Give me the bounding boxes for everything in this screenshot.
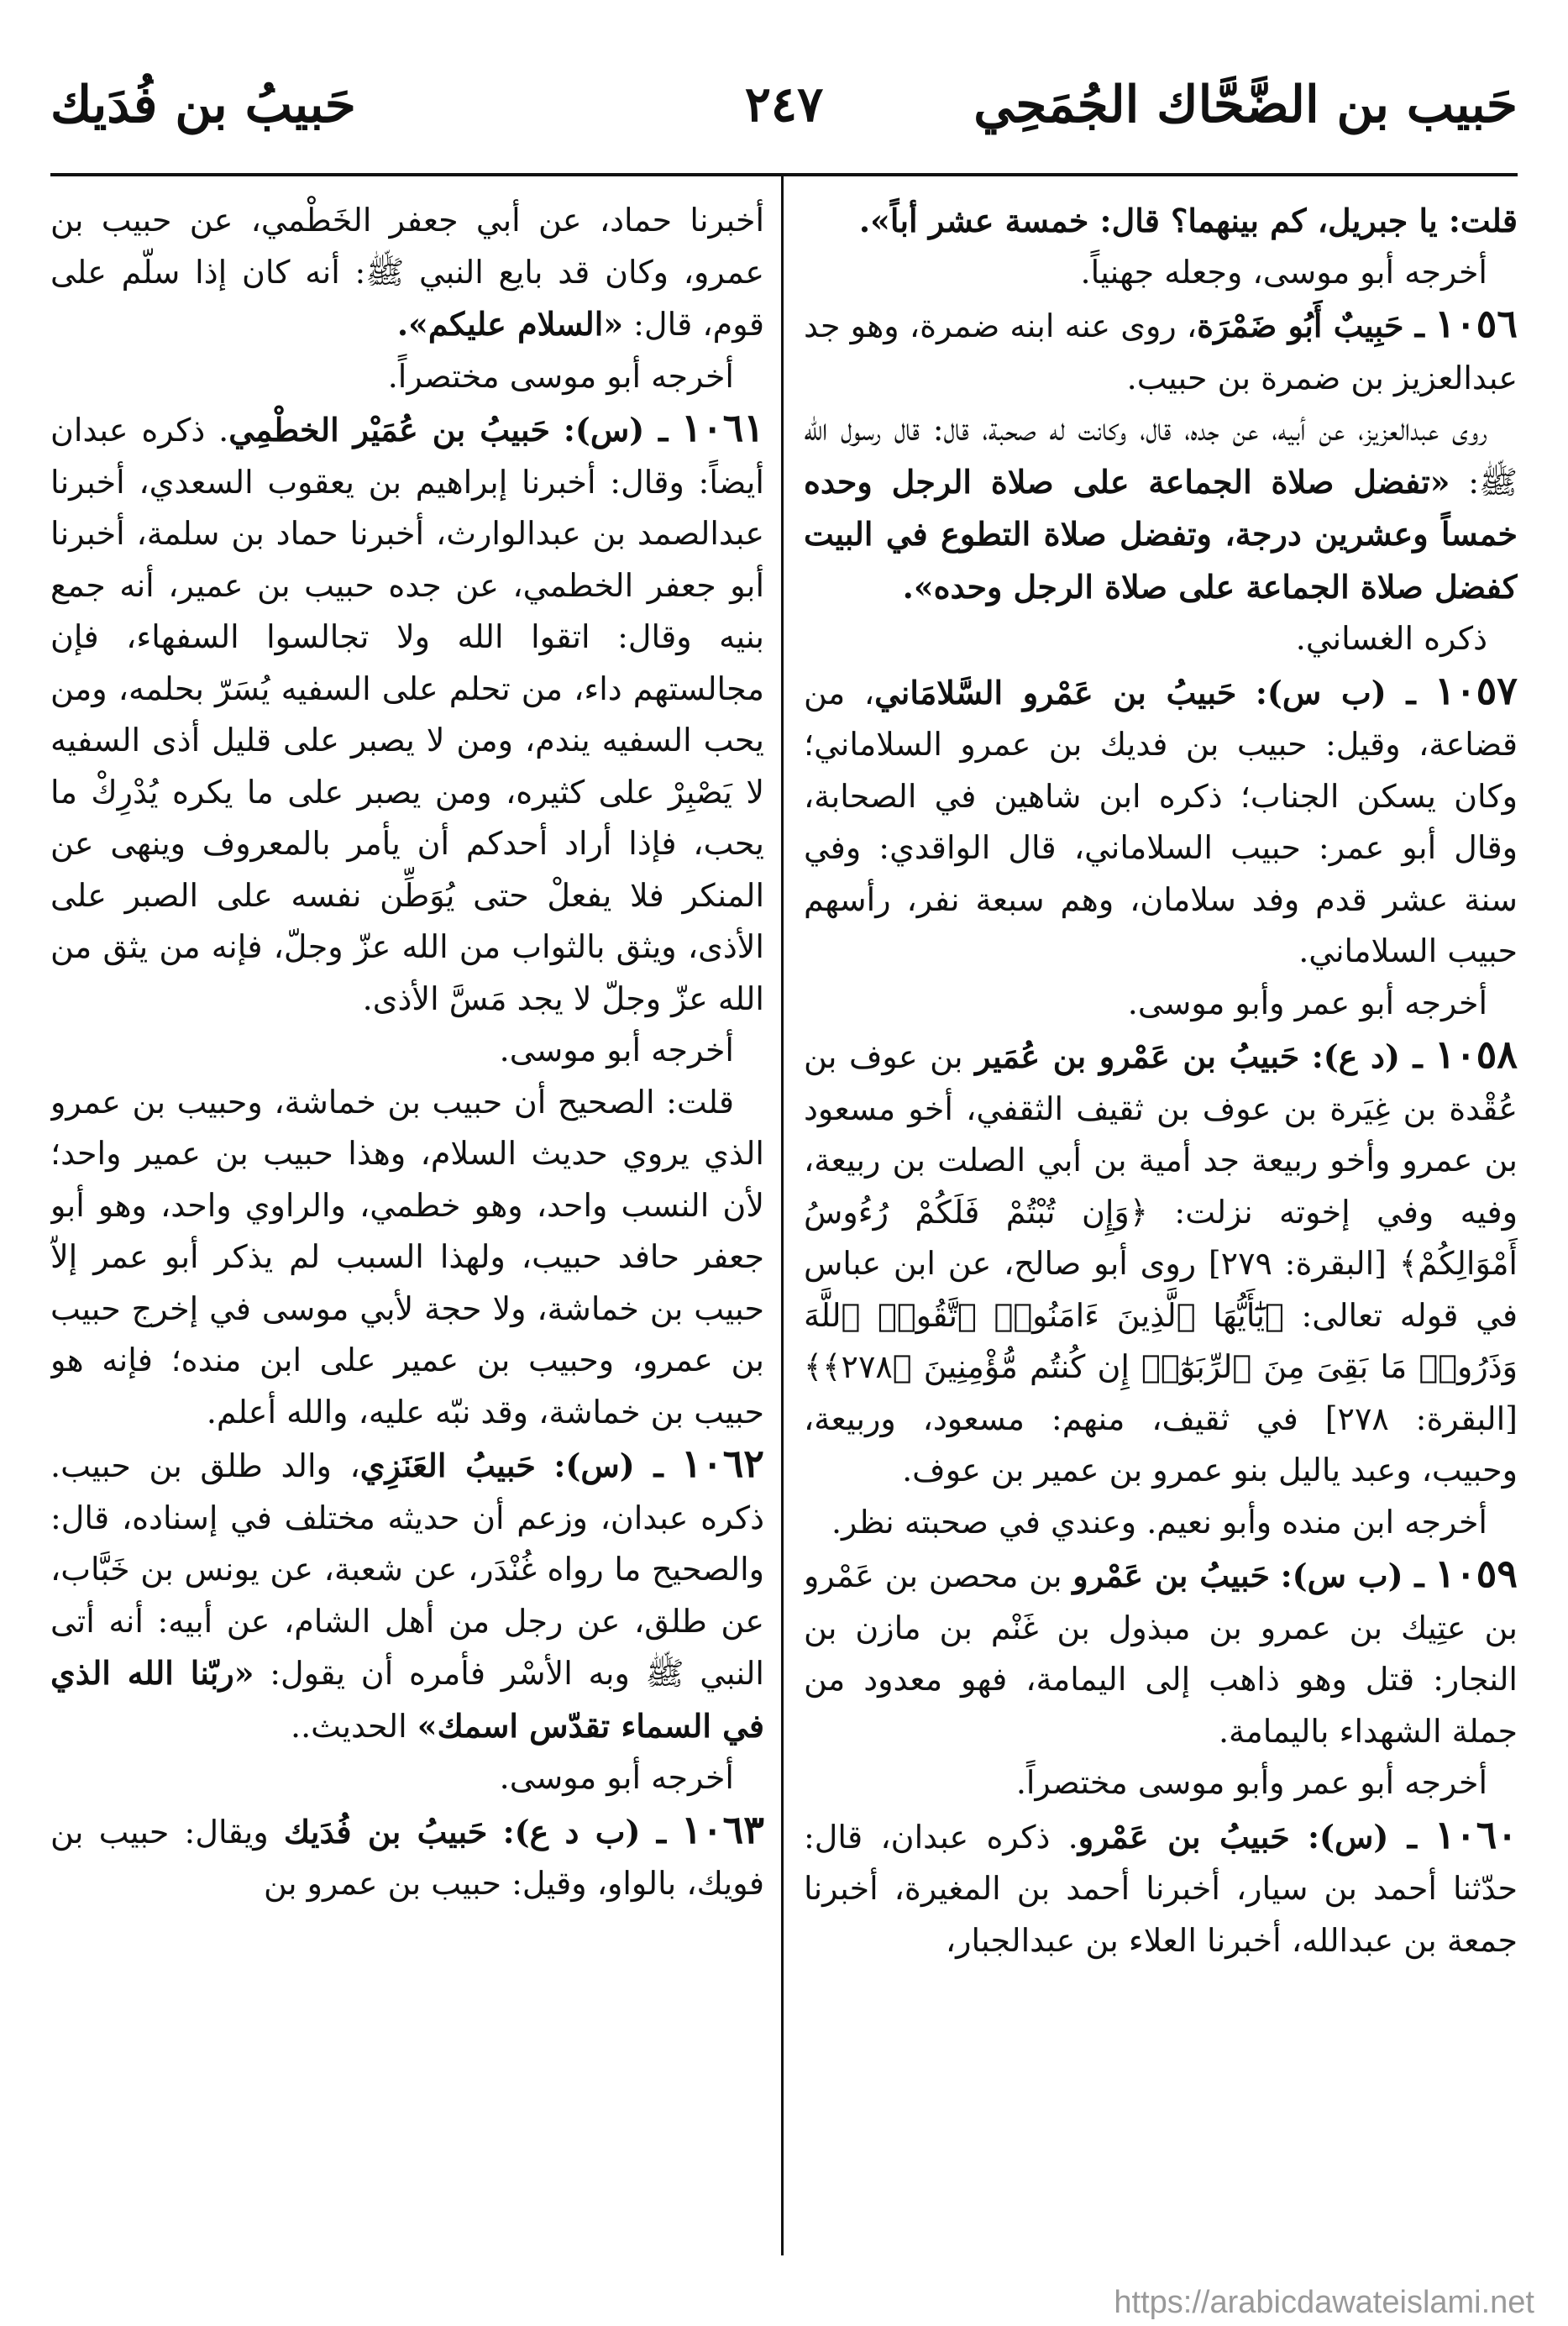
- entry-number: ١٠٥٧: [1434, 667, 1518, 713]
- entry-name: حَبيبُ بن عُمَيْر الخطْمِي: [228, 411, 550, 449]
- entry-text: . ذكره عبدان، قال: حدّثنا أحمد بن سيار، أخبرنا أحمد بن المغيرة، أخبرنا جمعة بن عبدالله، أخبرنا العلاء بن عبدالجبار،: [804, 1818, 1518, 1959]
- paragraph: أخرجه أبو عمر وأبو موسى مختصراً.: [1015, 1764, 1487, 1801]
- running-title-right: حَبيب بن الضَّحَّاك الجُمَحِي: [973, 76, 1518, 134]
- page-number: ٢٤٧: [744, 76, 824, 133]
- paragraph: أخرجه أبو موسى.: [499, 1032, 734, 1068]
- entry-1060: ١٠٦٠ ـ (س): حَبيبُ بن عَمْرو. ذكره عبدان، قال: حدّثنا أحمد بن سيار، أخبرنا أحمد بن المغيرة، أخبرنا جمعة بن عبدالله، أخبرنا العلاء بن عبدالجبار،: [804, 1811, 1518, 1959]
- entry-1059: ١٠٥٩ ـ (ب س): حَبيبُ بن عَمْرو بن محصن بن عَمْرو بن عتِيك بن عمرو بن مبذول بن غَنْم بن مازن بن النجار: قتل وهو ذاهب إلى اليمامة، فهو معدود من جملة الشهداء باليمامة.: [804, 1551, 1518, 1750]
- entry-text: بن محصن بن عَمْرو بن عتِيك بن عمرو بن مبذول بن غَنْم بن مازن بن النجار: قتل وهو ذاهب إلى اليمامة، فهو معدود من جملة الشهداء باليمامة.: [804, 1557, 1518, 1750]
- entry-number: ١٠٦٢: [681, 1441, 764, 1486]
- entry-name: حَبيبُ بن عَمْرو: [1072, 1557, 1271, 1594]
- right-column: [804, 195, 1518, 2253]
- paragraph: أخرجه أبو موسى.: [499, 1759, 734, 1796]
- paragraph: قلت: يا جبريل، كم بينهما؟ قال: خمسة عشر أباً».: [858, 202, 1518, 239]
- entry-text: ، روى عنه ابنه ضمرة، وهو جد عبدالعزيز بن ضمرة بن حبيب.: [804, 307, 1518, 396]
- entry-1061: ١٠٦١ ـ (س): حَبيبُ بن عُمَيْر الخطْمِي. ذكره عبدان أيضاً: وقال: أخبرنا إبراهيم بن يعقوب السعدي، أخبرنا عبدالصمد بن عبدالوارث، أخبرنا حماد بن سلمة، أخبرنا أبو جعفر الخطمي، عن جده حبيب بن عمير، أنه جمع بنيه وقال: اتقوا الله ولا تجالسوا السفهاء، فإن مجالستهم داء، من تحلم على السفيه يُسَرّ بحلمه، ومن يحب السفيه يندم، ومن لا يصبر على قليل أذى السفيه لا يَصْبِرْ على كثيره، ومن يصبر على ما يكره يُدْرِكْ ما يحب، فإذا أراد أحدكم أن يأمر بالمعروف وينهى عن المنكر فلا يفعلْ حتى يُوَطِّن نفسه على الصبر على الأذى، ويثق بالثواب من الله عزّ وجلّ، فإنه من يثق من الله عزّ وجلّ لا يجد مَسَّ الأذى.: [50, 405, 764, 1017]
- paragraph: أخرجه أبو عمر وأبو موسى.: [1127, 984, 1487, 1021]
- entry-number: ١٠٥٨: [1434, 1032, 1518, 1077]
- entry-number: ١٠٥٩: [1434, 1551, 1518, 1596]
- entry-number: ١٠٦١: [681, 405, 764, 450]
- paragraph: أخرجه ابن منده وأبو نعيم. وعندي في صحبته نظر.: [831, 1503, 1487, 1541]
- paragraph: ذكره الغساني.: [1295, 620, 1487, 657]
- entry-1062: ١٠٦٢ ـ (س): حَبيبُ العَنَزِي، والد طلق بن حبيب. ذكره عبدان، وزعم أن حديثه مختلف في إسناده، قال: والصحيح ما رواه غُنْدَر، عن شعبة، عن يونس بن خَبَّاب، عن طلق، عن رجل من أهل الشام، عن أبيه: أنه أتى النبي ﷺ وبه الأسْر فأمره أن يقول: «ربّنا الله الذي في السماء تقدّس اسمك» الحديث..: [50, 1441, 764, 1745]
- watermark-url: https://arabicdawateislami.net: [1114, 2285, 1534, 2320]
- entry-1058: ١٠٥٨ ـ (د ع): حَبيبُ بن عَمْرو بن عُمَير بن عوف بن عُقْدة بن غِيَرة بن عوف بن ثقيف الثقفي، أخو مسعود بن عمرو وأخو ربيعة جد أمية بن أبي الصلت بن ربيعة، وفيه وفي إخوته نزلت: ﴿وَإِن تُبْتُمْ فَلَكُمْ رُءُوسُ أَمْوَالِكُمْ﴾ [البقرة: ٢٧٩] روى أبو صالح، عن ابن عباس في قوله تعالى: ﴿يَٰٓأَيُّهَا ٱلَّذِينَ ءَامَنُوا۟ ٱتَّقُوا۟ ٱللَّهَ وَذَرُوا۟ مَا بَقِىَ مِنَ ٱلرِّبَوٰٓا۟ إِن كُنتُم مُّؤْمِنِينَ ﴿٢٧٨﴾﴾ [البقرة: ٢٧٨] في ثقيف، منهم: مسعود، وربيعة، وحبيب، وعبد ياليل بنو عمرو بن عمير بن عوف.: [804, 1032, 1518, 1489]
- entry-1063: ١٠٦٣ ـ (ب د ع): حَبيبُ بن فُدَيك ويقال: حبيب بن فويك، بالواو، وقيل: حبيب بن عمرو بن: [50, 1806, 764, 1902]
- left-column: [50, 195, 764, 2253]
- paragraph: أخرجه أبو موسى، وجعله جهنياً.: [1080, 253, 1487, 291]
- header-rule: [50, 173, 1518, 176]
- paragraph: [50, 195, 764, 351]
- entry-code: (ب س):: [1255, 673, 1387, 711]
- entry-name: حَبيبُ بن فُدَيك: [283, 1812, 488, 1851]
- entry-code: (س):: [1307, 1817, 1389, 1856]
- column-divider: [781, 176, 784, 2255]
- entry-name: حَبيبُ بن عَمْرو: [1078, 1817, 1290, 1856]
- entry-number: ١٠٦٣: [681, 1806, 764, 1852]
- entry-name: حَبيبُ العَنَزِي: [359, 1447, 536, 1484]
- paragraph: [804, 404, 1518, 613]
- entry-tail: الحديث..: [291, 1707, 417, 1745]
- entry-code: (ب س):: [1280, 1557, 1403, 1594]
- entry-text: ، من قضاعة، وقيل: حبيب بن فديك بن عمرو السلاماني؛ وكان يسكن الجناب؛ ذكره ابن شاهين في الصحابة، وقال أبو عمر: حبيب السلاماني، قال الواقدي: وفي سنة عشر قدم وفد سلامان، وهم سبعة نفر، رأسهم حبيب السلاماني.: [804, 674, 1518, 969]
- hadith-text: «تفضل صلاة الجماعة على صلاة الرجل وحده خمساً وعشرين درجة، وتفضل صلاة التطوع في البيت كفضل صلاة الجماعة على صلاة الرجل وحده».: [804, 462, 1518, 606]
- paragraph-text: أخبرنا حماد، عن أبي جعفر الخَطْمي، عن حبيب بن عمرو، وكان قد بايع النبي ﷺ: أنه كان إذا سلّم على قوم، قال:: [50, 202, 764, 343]
- entry-text: . ذكره عبدان أيضاً: وقال: أخبرنا إبراهيم بن يعقوب السعدي، أخبرنا عبدالصمد بن عبدالوارث، أخبرنا حماد بن سلمة، أخبرنا أبو جعفر الخطمي، عن جده حبيب بن عمير، أنه جمع بنيه وقال: اتقوا الله ولا تجالسوا السفهاء، فإن مجالستهم داء، من تحلم على السفيه يُسَرّ بحلمه، ومن يحب السفيه يندم، ومن لا يصبر على قليل أذى السفيه لا يَصْبِرْ على كثيره، ومن يصبر على ما يكره يُدْرِكْ ما يحب، فإذا أراد أحدكم أن يأمر بالمعروف وينهى عن المنكر فلا يفعلْ حتى يُوَطِّن نفسه على الصبر على الأذى، ويثق بالثواب من الله عزّ وجلّ، فإنه من يثق من الله عزّ وجلّ لا يجد مَسَّ الأذى.: [50, 412, 764, 1017]
- entry-name: حَبيبُ بن عَمْرو السَّلامَاني: [874, 673, 1237, 711]
- entry-number: ١٠٥٦: [1434, 301, 1518, 346]
- paragraph-text: روى عبدالعزيز، عن أبيه، عن جده، قال، وكانت له صحبة، قال: قال رسول الله ﷺ:: [804, 411, 1518, 501]
- entry-1056: ١٠٥٦ ـ حَبِيبٌ أَبُو ضَمْرَة، روى عنه ابنه ضمرة، وهو جد عبدالعزيز بن ضمرة بن حبيب.: [804, 301, 1518, 396]
- entry-name: حَبِيبٌ أَبُو ضَمْرَة: [1197, 307, 1404, 344]
- paragraph: قلت: الصحيح أن حبيب بن خماشة، وحبيب بن عمرو الذي يروي حديث السلام، وهذا حبيب بن عمير واحد؛ لأن النسب واحد، وهو خطمي، والراوي واحد، وهو أبو جعفر حافد حبيب، ولهذا السبب لم يذكر أبو عمر إلاّ حبيب بن خماشة، ولا حجة لأبي موسى في إخرج حبيب بن عمرو، وحبيب بن عمير على ابن منده؛ فإنه هو حبيب بن خماشة، وقد نبّه عليه، والله أعلم.: [50, 1083, 764, 1431]
- page-header: [50, 76, 1518, 176]
- entry-text: بن عوف بن عُقْدة بن غِيَرة بن عوف بن ثقيف الثقفي، أخو مسعود بن عمرو وأخو ربيعة جد أمية بن أبي الصلت بن ربيعة، وفيه وفي إخوته نزلت: ﴿وَإِن تُبْتُمْ فَلَكُمْ رُءُوسُ أَمْوَالِكُمْ﴾ [البقرة: ٢٧٩] روى أبو صالح، عن ابن عباس في قوله تعالى: ﴿يَٰٓأَيُّهَا ٱلَّذِينَ ءَامَنُوا۟ ٱتَّقُوا۟ ٱللَّهَ وَذَرُوا۟ مَا بَقِىَ مِنَ ٱلرِّبَوٰٓا۟ إِن كُنتُم مُّؤْمِنِينَ ﴿٢٧٨﴾﴾ [البقرة: ٢٧٨] في ثقيف، منهم: مسعود، وربيعة، وحبيب، وعبد ياليل بنو عمرو بن عمير بن عوف.: [804, 1038, 1518, 1489]
- entry-1057: ١٠٥٧ ـ (ب س): حَبيبُ بن عَمْرو السَّلامَاني، من قضاعة، وقيل: حبيب بن فديك بن عمرو السلاماني؛ وكان يسكن الجناب؛ ذكره ابن شاهين في الصحابة، وقال أبو عمر: حبيب السلاماني، قال الواقدي: وفي سنة عشر قدم وفد سلامان، وهم سبعة نفر، رأسهم حبيب السلاماني.: [804, 667, 1518, 969]
- entry-text: ويقال: حبيب بن فويك، بالواو، وقيل: حبيب بن عمرو بن: [50, 1813, 764, 1902]
- entry-text: ، والد طلق بن حبيب. ذكره عبدان، وزعم أن حديثه مختلف في إسناده، قال: والصحيح ما رواه غُنْدَر، عن شعبة، عن يونس بن خَبَّاب، عن طلق، عن رجل من أهل الشام، عن أبيه: أنه أتى النبي ﷺ وبه الأسْر فأمره أن يقول:: [50, 1447, 764, 1692]
- entry-number: ١٠٦٠: [1434, 1811, 1518, 1857]
- entry-code: (س):: [563, 411, 645, 449]
- running-title-left: حَبيبُ بن فُدَيك: [50, 76, 356, 134]
- entry-code: (س):: [553, 1447, 635, 1484]
- entry-code: (ب د ع):: [502, 1812, 641, 1851]
- hadith-text: «السلام عليكم».: [396, 305, 624, 343]
- hadith-text: «ربّنا الله الذي في السماء تقدّس اسمك»: [50, 1654, 764, 1745]
- entry-name: حَبيبُ بن عَمْرو بن عُمَير: [975, 1037, 1300, 1075]
- paragraph: أخرجه أبو موسى مختصراً.: [387, 357, 734, 395]
- entry-code: (د ع):: [1311, 1037, 1400, 1075]
